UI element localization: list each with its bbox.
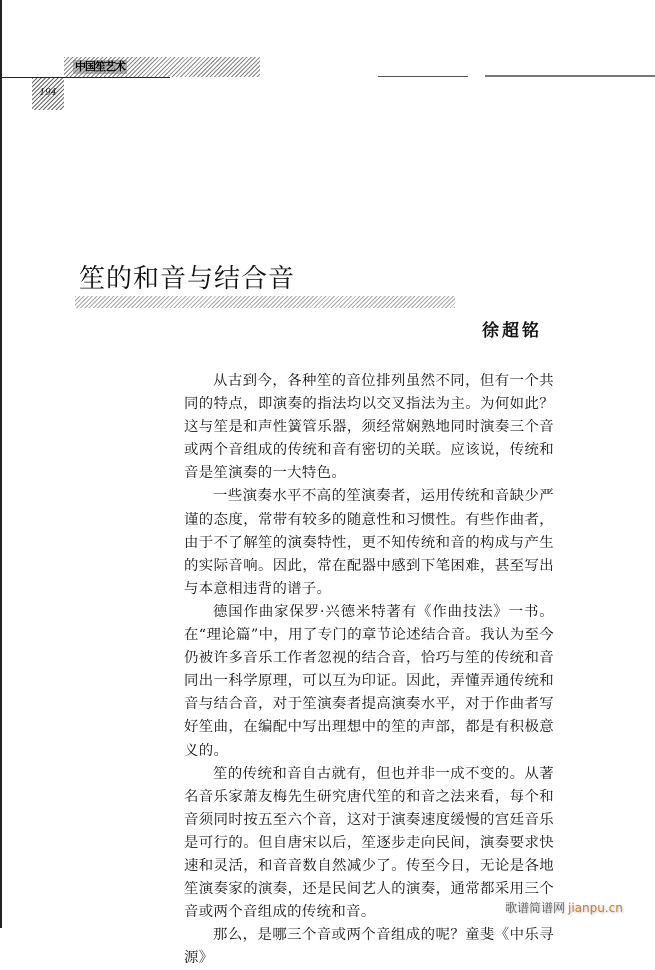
paragraph: 德国作曲家保罗·兴德米特著有《作曲技法》一书。在“理论篇”中，用了专门的章节论述结合音。我认为至今仍被许多音乐工作者忽视的结合音，恰巧与笙的传统和音同出一科学原理，可以互为印证。因此，弄懂弄通传统和音与结合音，对于笙演奏者提高演奏水平，对于作曲者写好笙曲，在编配中写出理想中的笙的声部，都是有积极意义的。 [184,603,554,759]
header-rule-right-2 [485,75,655,77]
article-title: 笙的和音与结合音 [79,264,296,294]
header-rule-right-1 [378,76,468,77]
article-author: 徐超铭 [482,321,542,341]
paragraph: 一些演奏水平不高的笙演奏者，运用传统和音缺少严谨的态度，常带有较多的随意性和习惯性。有些作曲者，由于不了解笙的演奏特性，更不知传统和音的构成与产生的实际音响。因此，常在配器中感到下笔困难，甚至写出与本意相违背的谱子。 [184,488,554,597]
running-header-section-label: 中国笙艺术 [75,60,125,73]
article-body [184,370,554,970]
watermark [505,899,623,916]
paragraph: 从古到今，各种笙的音位排列虽然不同，但有一个共同的特点，即演奏的指法均以交叉指法为主。为何如此？这与笙是和声性簧管乐器，须经常娴熟地同时演奏三个音或两个音组成的传统和音有密切的关联。应该说，传统和音是笙演奏的一大特色。 [184,373,554,482]
watermark-site-name: 歌谱简谱网 [505,901,566,915]
title-underline-band [75,296,455,308]
watermark-url: jianpu.cn [568,901,623,915]
paragraph: 那么，是哪三个音或两个音组成的呢？童斐《中乐寻源》 [184,927,554,967]
header-rule-left [0,77,170,78]
page-left-edge [0,0,2,928]
paragraph: 笙的传统和音自古就有，但也并非一成不变的。从著名音乐家萧友梅先生研究唐代笙的和音之法来看，每个和音须同时按五至六个音，这对于演奏速度缓慢的宫廷音乐是可行的。但自唐宋以后，笙逐步走向民间，演奏要求快速和灵活，和音音数自然减少了。传至今日，无论是各地笙演奏家的演奏，还是民间艺人的演奏，通常都采用三个音或两个音组成的传统和音。 [184,765,554,921]
page-number: 194 [32,78,64,110]
